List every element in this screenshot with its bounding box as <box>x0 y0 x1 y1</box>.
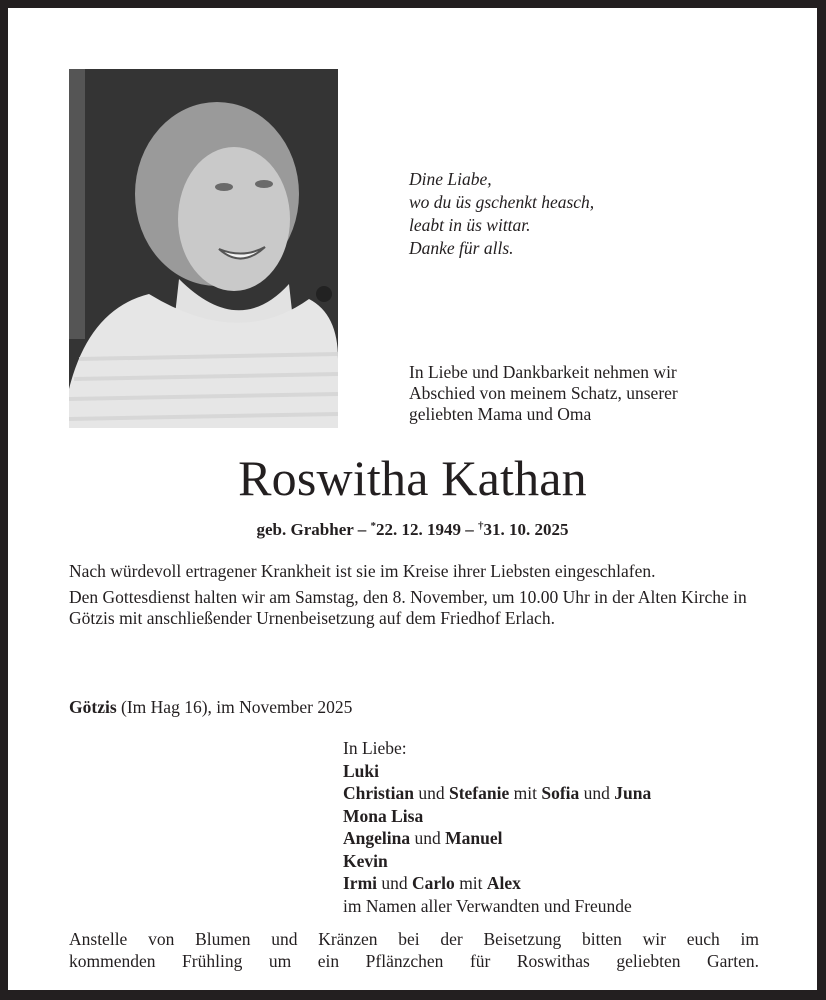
maiden-name: geb. Grabher <box>256 520 354 539</box>
intro-line: geliebten Mama und Oma <box>409 404 592 424</box>
place-and-date <box>69 696 352 718</box>
mourner-name: Alex <box>486 873 521 893</box>
mourners-list <box>343 737 651 917</box>
poem <box>409 168 594 260</box>
obituary-page <box>8 8 817 990</box>
announcement-body <box>69 561 759 630</box>
poem-line: Danke für alls. <box>409 238 514 258</box>
connector-text: mit <box>509 783 542 803</box>
closing-request <box>69 928 759 972</box>
portrait-photo <box>69 69 338 428</box>
connector-text: mit <box>454 873 487 893</box>
mourner-name: Christian <box>343 783 414 803</box>
mourners-heading: In Liebe: <box>343 738 407 758</box>
mourner-name: Sofia <box>541 783 580 803</box>
mourners-footer: im Namen aller Verwandten und Freunde <box>343 895 632 916</box>
closing-line: kommenden Frühling um ein Pflänzchen für Roswithas geliebten Garten. <box>69 951 759 971</box>
mourner-name: Angelina <box>343 828 411 848</box>
connector-text: und <box>413 783 449 803</box>
address-date: (Im Hag 16), im November 2025 <box>116 697 353 717</box>
mourner-line <box>343 872 651 895</box>
mourner-name: Manuel <box>445 828 503 848</box>
closing-line: Anstelle von Blumen und Kränzen bei der Beisetzung bitten wir euch im <box>69 929 759 949</box>
illness-paragraph: Nach würdevoll ertragener Krankheit ist sie im Kreise ihrer Liebsten eingeschlafen. <box>69 561 656 581</box>
mourner-line <box>343 805 651 828</box>
mourner-name: Luki <box>343 760 379 781</box>
mourner-name: Carlo <box>412 873 455 893</box>
separator: – <box>357 520 367 539</box>
mourner-name: Juna <box>614 783 652 803</box>
mourner-name: Mona Lisa <box>343 805 424 826</box>
intro-line: Abschied von meinem Schatz, unserer <box>409 383 678 403</box>
connector-text: und <box>410 828 446 848</box>
separator: – <box>465 520 474 539</box>
farewell-intro <box>409 362 678 425</box>
portrait-image <box>69 69 338 428</box>
deceased-name: Roswitha Kathan <box>238 450 587 506</box>
poem-line: Dine Liabe, <box>409 169 492 189</box>
poem-line: leabt in üs wittar. <box>409 215 531 235</box>
mourner-name: Kevin <box>343 850 388 871</box>
death-cross-icon: † <box>477 520 484 532</box>
intro-line: In Liebe und Dankbarkeit nehmen wir <box>409 362 677 382</box>
mourner-line <box>343 782 651 805</box>
mourner-line <box>343 760 651 783</box>
birth-star-icon: * <box>370 520 376 532</box>
poem-line: wo du üs gschenkt heasch, <box>409 192 595 212</box>
mourner-name: Stefanie <box>448 783 510 803</box>
town: Götzis <box>69 697 117 717</box>
death-date: 31. 10. 2025 <box>483 520 569 539</box>
connector-text: und <box>377 873 413 893</box>
service-paragraph: Den Gottesdienst halten wir am Samstag, den 8. November, um 10.00 Uhr in der Alten Kirche in Götzis mit anschließender Urnenbeisetzung auf dem Friedhof Erlach. <box>69 586 747 628</box>
mourner-line <box>343 827 651 850</box>
life-dates <box>8 515 817 541</box>
mourner-line <box>343 850 651 873</box>
connector-text: und <box>579 783 615 803</box>
birth-date: 22. 12. 1949 <box>375 520 461 539</box>
mourner-name: Irmi <box>343 873 378 893</box>
